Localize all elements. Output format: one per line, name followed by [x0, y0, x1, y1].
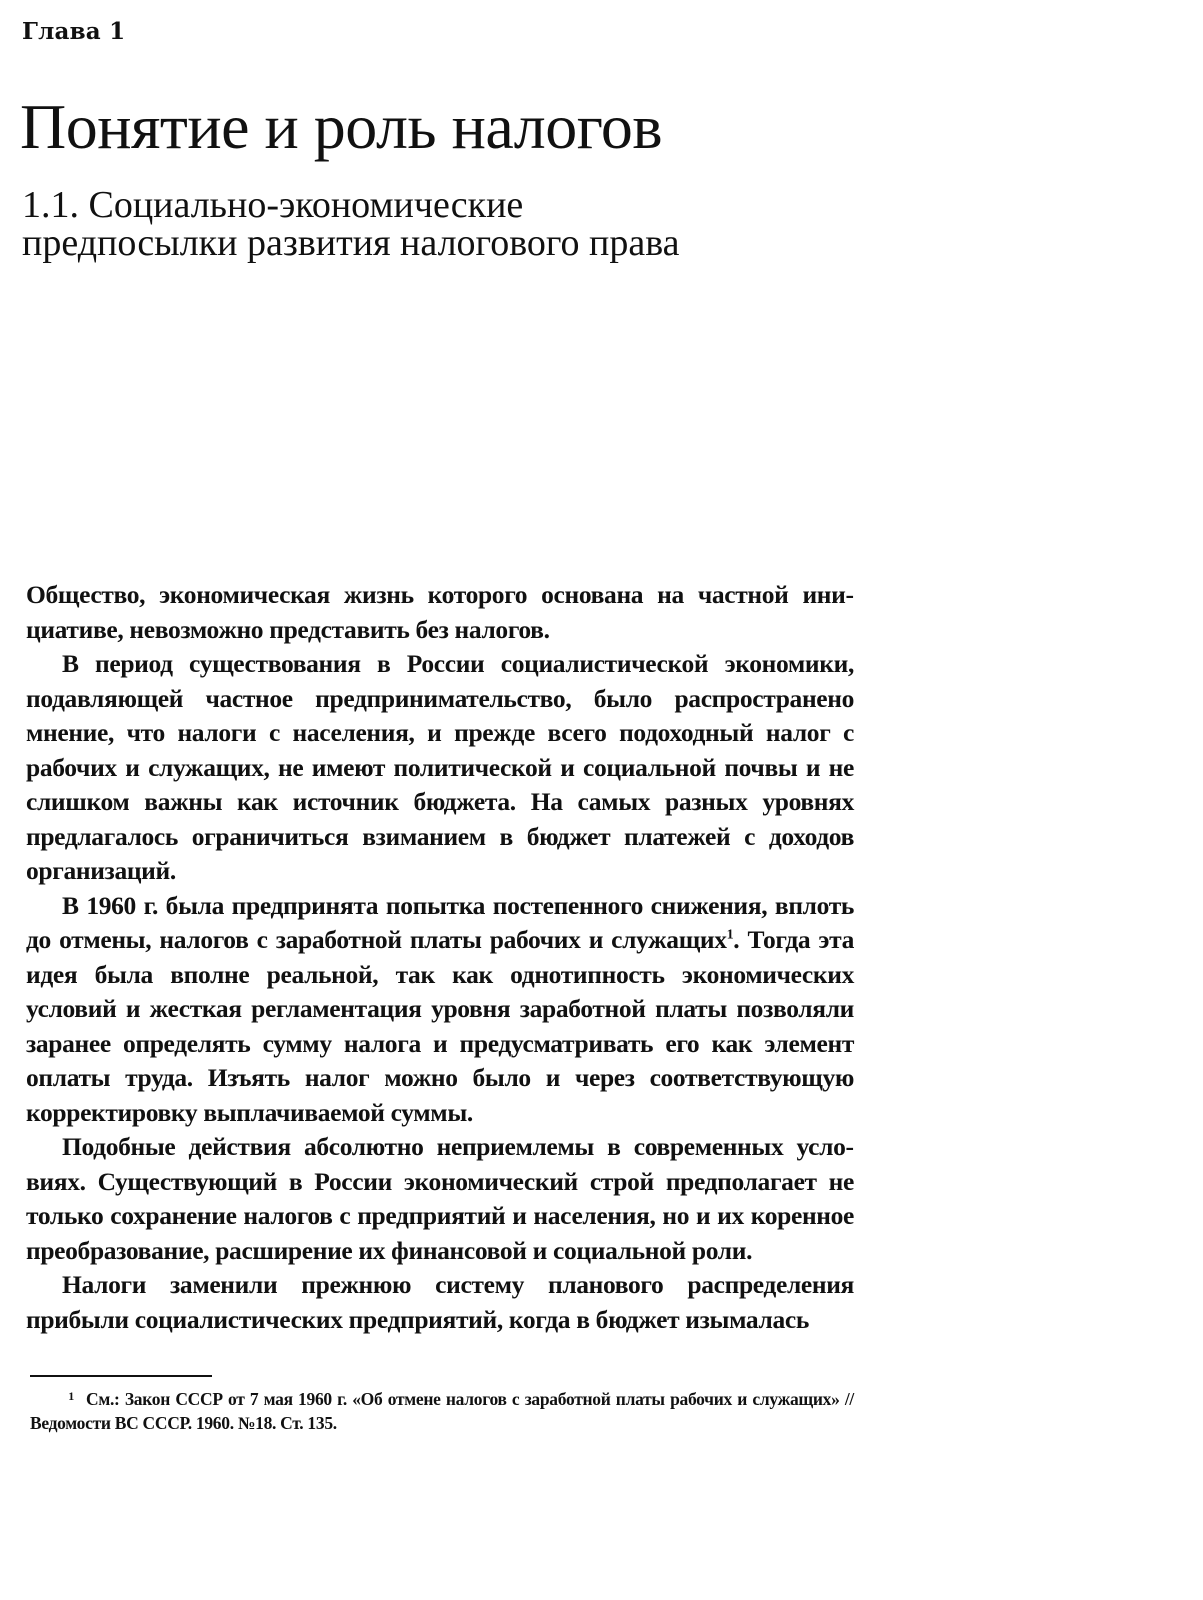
chapter-label: Глава 1 [22, 18, 126, 45]
section-title-line-1: 1.1. Социально-экономические [22, 184, 524, 226]
paragraph-3 [26, 889, 854, 1131]
footnote-divider [30, 1375, 212, 1377]
footnote [30, 1384, 854, 1435]
paragraph-2: В период существования в России социалистической экономики, подавляющей частное предпринимательство, было распространено мнение, что налоги с населения, и прежде всего подоходный налог с рабочих и служащих, не имеют политической и социальной почвы и не слишком важны как источник бюджета. На самых разных уровнях предлагалось ограничиться взиманием в бюджет платежей с доходов организаций. [26, 649, 854, 885]
paragraph-4: Подобные действия абсолютно неприемлемы в современных условиях. Существующий в России экономический строй предполагает не только сохранение налогов с предприятий и населения, но и их коренное преобразование, расширение их финансовой и социальной роли. [26, 1132, 854, 1265]
chapter-title: Понятие и роль налогов [20, 91, 663, 162]
footnote-mark: 1 [68, 1389, 74, 1403]
body-text [26, 578, 854, 1337]
paragraph-3-text-end: . Тогда эта идея была вполне реальной, так как однотипность экономических условий и жесткая регламентация уровня заработной платы позволяли заранее определять сумму налога и предусматривать его как элемент оплаты труда. Изъять налог можно было и через соответствующую корректировку выплачиваемой суммы. [26, 925, 854, 1127]
paragraph-1: Общество, экономическая жизнь которого основана на частной инициативе, невозможно представить без налогов. [26, 580, 854, 644]
section-title [22, 186, 680, 262]
section-title-line-2: предпосылки развития налогового права [22, 222, 680, 264]
paragraph-3-text-start: В 1960 г. была предпринята попытка постепенного снижения, вплоть до отмены, налогов с заработной платы рабочих и служащих [26, 890, 854, 954]
footnote-text: См.: Закон СССР от 7 мая 1960 г. «Об отмене налогов с заработной платы рабочих и служащих» // Ведомости ВС СССР. 1960. №18. Ст. 135. [30, 1389, 854, 1433]
paragraph-5: Налоги заменили прежнюю систему планового распределения прибыли социалистических предприятий, когда в бюджет изымалась [26, 1270, 854, 1334]
footnote-reference: 1 [726, 927, 734, 943]
